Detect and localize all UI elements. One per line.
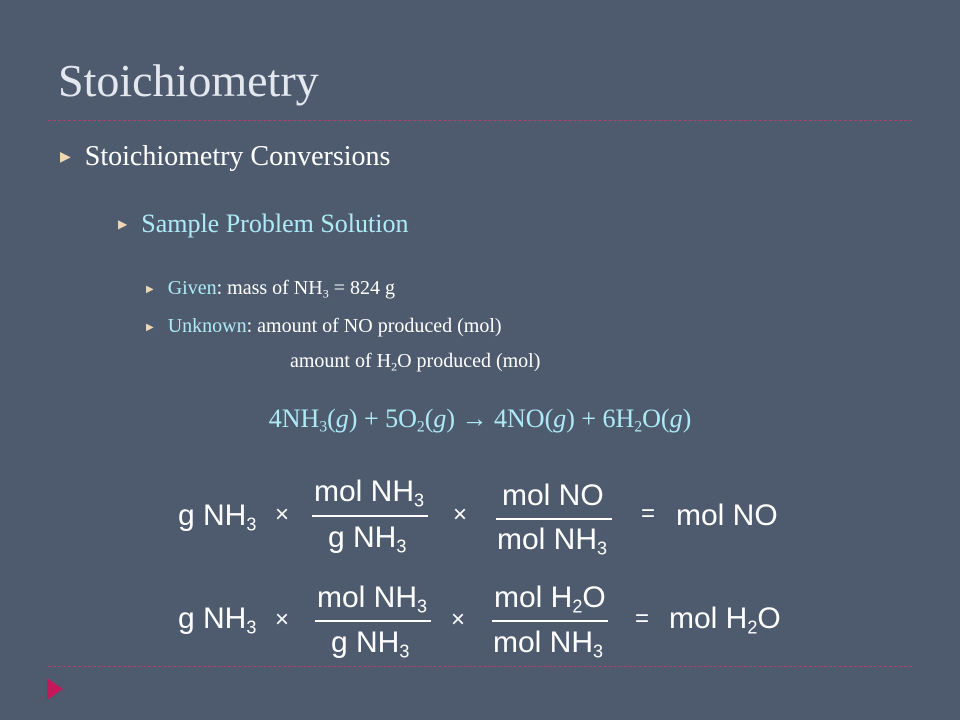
- factor1-fraction-bar: [312, 515, 428, 517]
- multiply-sign: ×: [453, 501, 468, 528]
- factor2-numerator: mol NO: [502, 479, 604, 512]
- footer-divider: [48, 666, 912, 667]
- result-unit: mol NO: [676, 499, 778, 532]
- factor1-numerator: mol $NH_3$: [317, 581, 428, 617]
- triangle-bullet-icon: ▶: [118, 217, 128, 231]
- next-slide-arrow-icon[interactable]: [47, 678, 63, 700]
- given-bullet: [146, 275, 395, 307]
- bullet-level-1: [60, 140, 390, 175]
- given-subscript: 3: [322, 286, 329, 301]
- bullet-level-2-text: Sample Problem Solution: [141, 209, 409, 238]
- slide-title: Stoichiometry: [58, 55, 319, 106]
- factor2-fraction-bar: [496, 518, 612, 520]
- given-value: = 824 g: [328, 277, 395, 299]
- unknown-label: Unknown: [167, 315, 247, 337]
- unknown2-tail: O produced (mol): [397, 350, 541, 372]
- triangle-bullet-icon: ▶: [146, 284, 154, 295]
- unknown-text: : amount of NO produced (mol): [246, 315, 502, 337]
- given-text: : mass of NH: [216, 277, 323, 299]
- factor1-denominator: g $NH_3$: [331, 626, 410, 662]
- start-unit: g $NH_3$: [178, 602, 257, 638]
- equals-sign: =: [635, 605, 650, 632]
- factor2-fraction-bar: [492, 620, 608, 622]
- unknown-second-line: [290, 348, 540, 380]
- factor2-numerator: mol $H_2O$: [494, 581, 606, 617]
- given-label: Given: [167, 277, 217, 299]
- factor2-denominator: mol $NH_3$: [493, 626, 604, 662]
- bullet-level-2: [118, 208, 408, 240]
- unknown2-text: amount of H: [290, 350, 392, 372]
- multiply-sign: ×: [275, 606, 290, 633]
- factor2-denominator: mol $NH_3$: [497, 523, 608, 559]
- equals-sign: =: [641, 500, 656, 527]
- bullet-level-1-text: Stoichiometry Conversions: [84, 141, 391, 172]
- start-unit: g $NH_3$: [178, 499, 257, 535]
- unknown2-subscript: 2: [391, 359, 398, 374]
- result-unit: mol $H_2O$: [669, 602, 781, 638]
- balanced-equation: $4NH_3(g) + 5O_2(g) \to 4NO(g) + 6H_2O(g)$: [268, 404, 692, 436]
- triangle-bullet-icon: ▶: [60, 150, 71, 165]
- factor1-fraction-bar: [315, 620, 431, 622]
- title-divider: [48, 120, 912, 121]
- unknown-bullet: [146, 313, 502, 341]
- factor1-numerator: mol $NH_3$: [314, 475, 425, 511]
- multiply-sign: ×: [275, 501, 290, 528]
- triangle-bullet-icon: ▶: [146, 322, 154, 333]
- multiply-sign: ×: [451, 606, 466, 633]
- factor1-denominator: g $NH_3$: [328, 521, 407, 557]
